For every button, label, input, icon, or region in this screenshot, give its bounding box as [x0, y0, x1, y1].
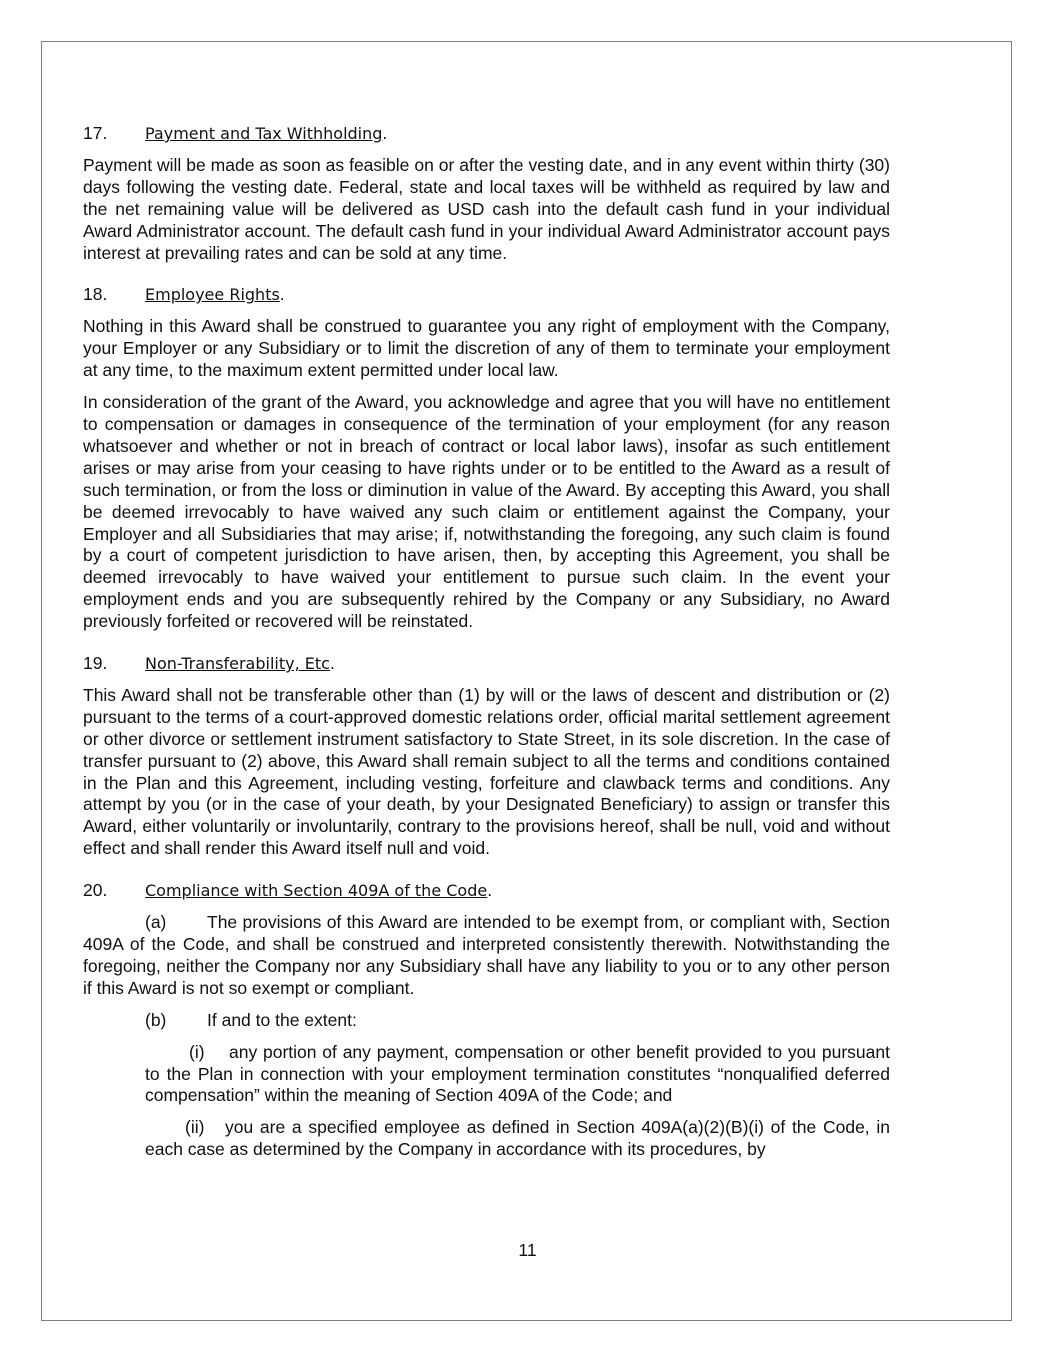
section-18-heading: 18. Employee Rights.: [83, 284, 285, 305]
section-20-subclause-ii: [145, 1117, 890, 1161]
section-17-heading: 17. Payment and Tax Withholding.: [83, 123, 388, 143]
section-18-paragraph-1: Nothing in this Award shall be construed to guarantee you any right of employment with the Company, your Employer or any Subsidiary or to limit the discretion of any of them to terminate your employment at any time, to the maximum extent permitted under local law.: [83, 316, 890, 381]
section-17-paragraph: Payment will be made as soon as feasible on or after the vesting date, and in any event within thirty (30) days following the vesting date. Federal, state and local taxes will be withheld as required by law and the net remaining value will be delivered as USD cash into the default cash fund in your individual Award Administrator account. The default cash fund in your individual Award Administrator account pays interest at prevailing rates and can be sold at any time.: [83, 154, 890, 263]
section-20-subclause-i: [145, 1042, 890, 1108]
page-number: 11: [518, 1240, 537, 1260]
section-18-paragraph-2: In consideration of the grant of the Award, you acknowledge and agree that you will have no entitlement to compensation or damages in consequence of the termination of your employment (for any reason whatsoever and whether or not in breach of contract or local labor laws), insofar as such entitlement arises or may arise from your ceasing to have rights under or to be entitled to the Award as a result of such termination, or from the loss or diminution in value of the Award. By accepting this Award, you shall be deemed irrevocably to have waived any such claim or entitlement against the Company, your Employer and all Subsidiaries that may arise; if, notwithstanding the foregoing, any such claim is found by a court of competent jurisdiction to have arisen, then, by accepting this Agreement, you shall be deemed irrevocably to have waived your entitlement to pursue such claim. In the event your employment ends and you are subsequently rehired by the Company or any Subsidiary, no Award previously forfeited or recovered will be reinstated.: [83, 392, 890, 632]
section-number: 18.: [83, 284, 108, 305]
section-20-clause-b: [145, 1010, 890, 1032]
section-number: 20.: [83, 880, 108, 901]
section-title: Compliance with Section 409A of the Code: [145, 881, 488, 901]
clause-text: The provisions of this Award are intended to be exempt from, or compliant with, Section 409A of the Code, and shall be construed and interpreted consistently therewith. Notwithstanding the foregoing, neither the Company nor any Subsidiary shall have any liability to you or to any other person if this Award is not so exempt or compliant.: [83, 912, 890, 998]
subclause-text: any portion of any payment, compensation or other benefit provided to you pursuant to the Plan in connection with your employment termination constitutes “nonqualified deferred compensation” within the meaning of Section 409A of the Code; and: [145, 1041, 890, 1106]
section-19-paragraph: This Award shall not be transferable other than (1) by will or the laws of descent and distribution or (2) pursuant to the terms of a court-approved domestic relations order, official marital settlement agreement or other divorce or settlement instrument satisfactory to State Street, in its sole discretion. In the case of transfer pursuant to (2) above, this Award shall remain subject to all the terms and conditions contained in the Plan and this Agreement, including vesting, forfeiture and clawback terms and conditions. Any attempt by you (or in the case of your death, by your Designated Beneficiary) to assign or transfer this Award, either voluntarily or involuntarily, contrary to the provisions hereof, shall be null, void and without effect and shall render this Award itself null and void.: [83, 684, 890, 859]
section-19-heading: 19. Non-Transferability, Etc.: [83, 653, 335, 674]
section-20-clause-a: [83, 912, 890, 1000]
section-title: Employee Rights: [145, 285, 280, 305]
clause-label: (a): [145, 912, 167, 933]
section-number: 17.: [83, 123, 108, 143]
section-20-heading: 20. Compliance with Section 409A of the Code.: [83, 880, 493, 901]
section-number: 19.: [83, 653, 108, 674]
section-title: Payment and Tax Withholding: [145, 124, 383, 143]
clause-label: (b): [145, 1009, 167, 1030]
subclause-label: (ii): [185, 1117, 205, 1138]
subclause-label: (i): [189, 1041, 205, 1062]
subclause-text: you are a specified employee as defined in Section 409A(a)(2)(B)(i) of the Code, in each case as determined by the Company in accordance with its procedures, by: [145, 1117, 890, 1160]
document-body: [83, 123, 890, 1171]
clause-text: If and to the extent:: [207, 1009, 357, 1030]
section-title: Non-Transferability, Etc: [145, 654, 330, 674]
